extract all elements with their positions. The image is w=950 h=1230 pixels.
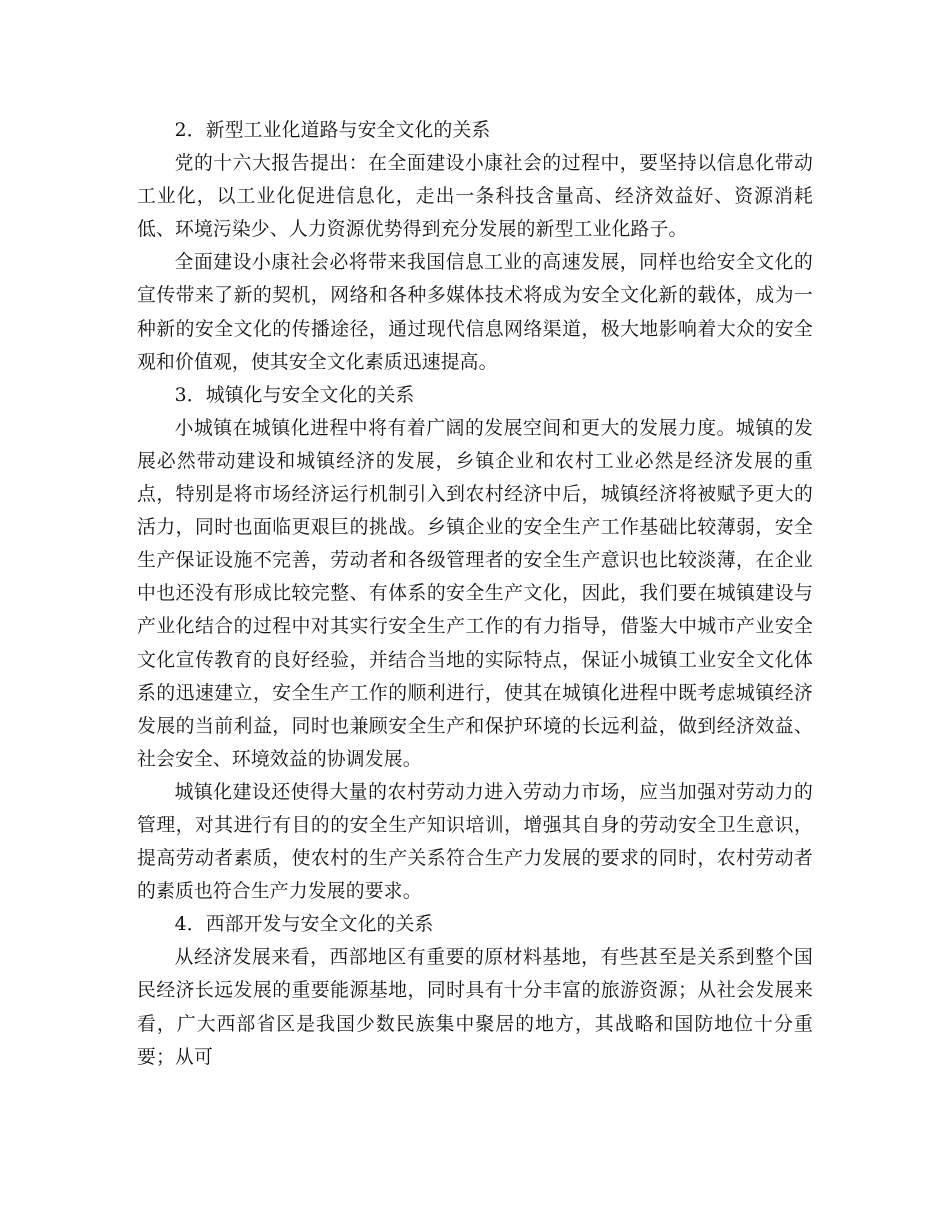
paragraph: 小城镇在城镇化进程中将有着广阔的发展空间和更大的发展力度。城镇的发展必然带动建设和城镇经济的发展，乡镇企业和农村工业必然是经济发展的重点，特别是将市场经济运行机制引入到农村经济中后，城镇经济将被赋予更大的活力，同时也面临更艰巨的挑战。乡镇企业的安全生产工作基础比较薄弱，安全生产保证设施不完善，劳动者和各级管理者的安全生产意识也比较淡薄，在企业中也还没有形成比较完整、有体系的安全生产文化，因此，我们要在城镇建设与产业化结合的过程中对其实行安全生产工作的有力指导，借鉴大中城市产业安全文化宣传教育的良好经验，并结合当地的实际特点，保证小城镇工业安全文化体系的迅速建立，安全生产工作的顺利进行，使其在城镇化进程中既考虑城镇经济发展的当前利益，同时也兼顾安全生产和保护环境的长远利益，做到经济效益、社会安全、环境效益的协调发展。 <box>137 417 813 770</box>
paragraph: 从经济发展来看，西部地区有重要的原材料基地，有些甚至是关系到整个国民经济长远发展的重要能源基地，同时具有十分丰富的旅游资源；从社会发展来看，广大西部省区是我国少数民族集中聚居的地方，其战略和国防地位十分重要；从可 <box>137 947 813 1068</box>
section-heading: 2．新型工业化道路与安全文化的关系 <box>174 120 491 141</box>
paragraph: 城镇化建设还使得大量的农村劳动力进入劳动力市场，应当加强对劳动力的管理，对其进行有目的的安全生产知识培训，增强其自身的劳动安全卫生意识，提高劳动者素质，使农村的生产关系符合生产力发展的要求的同时，农村劳动者的素质也符合生产力发展的要求。 <box>137 781 813 903</box>
section-heading: 4．西部开发与安全文化的关系 <box>174 914 434 936</box>
document-page <box>137 114 813 1074</box>
paragraph: 全面建设小康社会必将带来我国信息工业的高速发展，同样也给安全文化的宣传带来了新的契机，网络和各种多媒体技术将成为安全文化新的载体，成为一种新的安全文化的传播途径，通过现代信息网络渠道，极大地影响着大众的安全观和价值观，使其安全文化素质迅速提高。 <box>137 252 813 373</box>
paragraph: 党的十六大报告提出：在全面建设小康社会的过程中，要坚持以信息化带动工业化，以工业化促进信息化，走出一条科技含量高、经济效益好、资源消耗低、环境污染少、人力资源优势得到充分发展的新型工业化路子。 <box>137 153 813 241</box>
section-heading: 3．城镇化与安全文化的关系 <box>174 384 415 406</box>
